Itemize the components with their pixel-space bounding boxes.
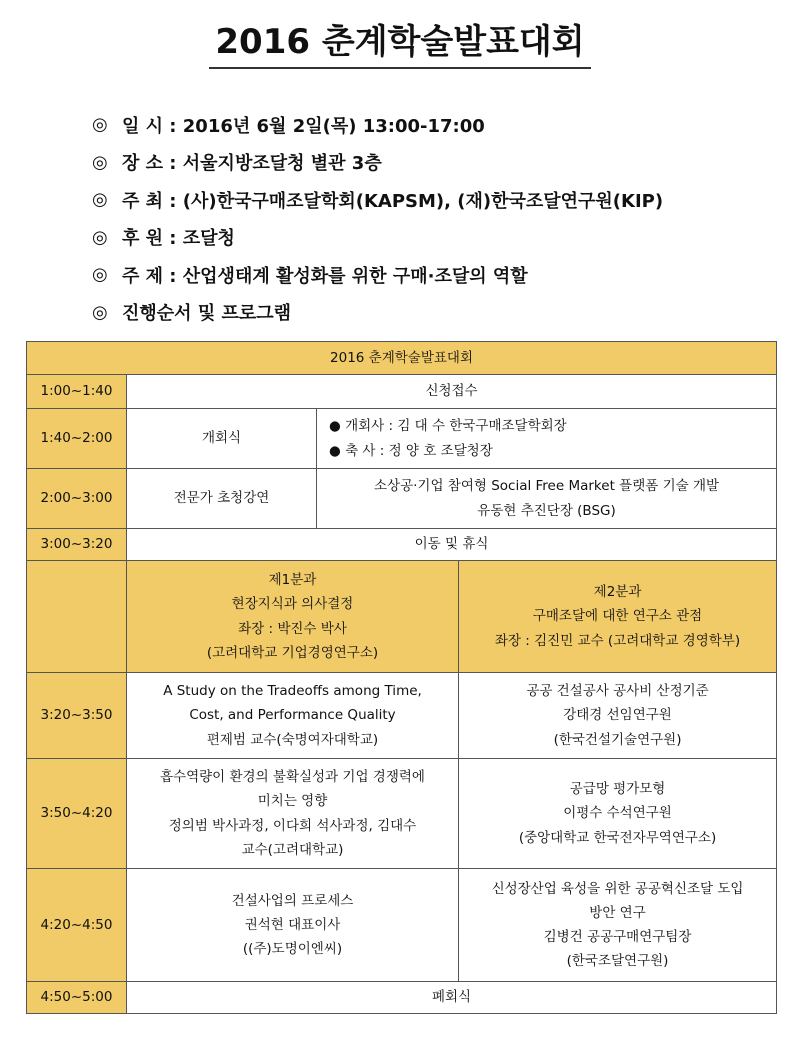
presentation-3b	[459, 869, 777, 982]
presentation-title: Cost, and Performance Quality	[189, 707, 396, 724]
keynote-detail	[317, 469, 777, 529]
presentation-affiliation: (한국건설기술연구원)	[553, 731, 682, 748]
presentation-presenter: 정의범 박사과정, 이다희 석사과정, 김대수	[168, 817, 417, 834]
info-date-text: 일 시 : 2016년 6월 2일(목) 13:00-17:00	[122, 115, 485, 137]
presentation-affiliation: ((주)도명이엔씨)	[242, 941, 343, 957]
session-2-chair: 좌장 : 김진민 교수 (고려대학교 경영학부)	[494, 632, 741, 649]
keynote-speaker: 유동현 추진단장 (BSG)	[477, 502, 616, 519]
bullet-icon: ◎	[92, 151, 108, 173]
info-host	[92, 181, 782, 219]
presentation-title: 흡수역량이 환경의 불확실성과 기업 경쟁력에	[160, 769, 425, 786]
time-cell: 3:00~3:20	[27, 529, 127, 561]
closing-cell: 폐회식	[127, 982, 777, 1014]
info-program-text: 진행순서 및 프로그램	[122, 303, 292, 325]
opening-speech: ● 개회사 : 김 대 수 한국구매조달학회장	[329, 418, 567, 435]
info-host-text: 주 최 : (사)한국구매조달학회(KAPSM), (재)한국조달연구원(KIP)	[122, 190, 664, 212]
session-header-row	[27, 561, 777, 673]
keynote-label: 전문가 초청강연	[127, 469, 317, 529]
opening-detail	[317, 409, 777, 469]
session-1-name: 제1분과	[268, 572, 317, 589]
table-header: 2016 춘계학술발표대회	[27, 342, 777, 375]
presentation-title: 공급망 평가모형	[569, 781, 666, 798]
table-row	[27, 759, 777, 869]
presentation-3a	[127, 869, 459, 982]
session-2-name: 제2분과	[593, 584, 642, 601]
info-venue-text: 장 소 : 서울지방조달청 별관 3층	[122, 153, 382, 175]
time-cell: 3:20~3:50	[27, 673, 127, 759]
congratulatory-speech: ● 축 사 : 정 양 호 조달청장	[329, 442, 493, 459]
info-theme	[92, 256, 782, 294]
opening-label: 개회식	[127, 409, 317, 469]
time-cell: 2:00~3:00	[27, 469, 127, 529]
table-row	[27, 982, 777, 1014]
table-row	[27, 375, 777, 409]
presentation-presenter: 김병건 공공구매연구팀장	[543, 929, 692, 945]
presentation-title: A Study on the Tradeoffs among Time,	[163, 683, 422, 700]
presentation-presenter: 이평수 수석연구원	[563, 805, 672, 822]
time-cell: 1:00~1:40	[27, 375, 127, 409]
table-row	[27, 409, 777, 469]
info-theme-text: 주 제 : 산업생태계 활성화를 위한 구매·조달의 역할	[122, 265, 528, 287]
presentation-title: 건설사업의 프로세스	[231, 892, 354, 909]
table-row	[27, 673, 777, 759]
keynote-topic: 소상공·기업 참여형 Social Free Market 플랫폼 기술 개발	[374, 478, 720, 495]
time-cell: 3:50~4:20	[27, 759, 127, 869]
time-cell: 1:40~2:00	[27, 409, 127, 469]
bullet-icon: ◎	[92, 189, 108, 211]
session-2-topic: 구매조달에 대한 연구소 관점	[532, 608, 703, 625]
presentation-presenter: 권석현 대표이사	[244, 916, 341, 933]
presentation-2b	[459, 759, 777, 869]
event-info-list	[92, 106, 782, 331]
page-title-text: 2016 춘계학술발표대회	[209, 14, 590, 69]
bullet-icon: ◎	[92, 114, 108, 136]
break-cell: 이동 및 휴식	[127, 529, 777, 561]
bullet-icon: ◎	[92, 226, 108, 248]
info-sponsor	[92, 219, 782, 257]
info-date	[92, 106, 782, 144]
table-header-row	[27, 342, 777, 375]
presentation-presenter: 강태경 선임연구원	[563, 707, 672, 724]
bullet-icon: ◎	[92, 301, 108, 323]
registration-cell: 신청접수	[127, 375, 777, 409]
session-1-topic: 현장지식과 의사결정	[231, 596, 354, 613]
info-program	[92, 294, 782, 332]
bullet-icon: ◎	[92, 264, 108, 286]
program-table	[26, 341, 777, 1014]
presentation-presenter: 편제범 교수(숙명여자대학교)	[206, 731, 379, 748]
presentation-1a	[127, 673, 459, 759]
page-title	[0, 14, 800, 69]
session-1-affiliation: (고려대학교 기업경영연구소)	[206, 644, 379, 661]
presentation-title: 방안 연구	[589, 904, 646, 921]
presentation-presenter: 교수(고려대학교)	[241, 841, 344, 858]
session-1-header	[127, 561, 459, 673]
info-venue	[92, 144, 782, 182]
info-sponsor-text: 후 원 : 조달청	[122, 228, 235, 250]
table-row	[27, 469, 777, 529]
session-2-header	[459, 561, 777, 673]
presentation-affiliation: (한국조달연구원)	[566, 953, 669, 970]
presentation-title: 미치는 영향	[257, 793, 328, 810]
presentation-affiliation: (중앙대학교 한국전자무역연구소)	[518, 829, 717, 846]
presentation-2a	[127, 759, 459, 869]
table-row	[27, 869, 777, 982]
session-1-chair: 좌장 : 박진수 박사	[238, 620, 347, 637]
presentation-1b	[459, 673, 777, 759]
time-cell: 4:50~5:00	[27, 982, 127, 1014]
table-row	[27, 529, 777, 561]
presentation-title: 공공 건설공사 공사비 산정기준	[526, 683, 709, 700]
time-cell: 4:20~4:50	[27, 869, 127, 982]
session-time-cell	[27, 561, 127, 673]
presentation-title: 신성장산업 육성을 위한 공공혁신조달 도입	[491, 880, 744, 897]
